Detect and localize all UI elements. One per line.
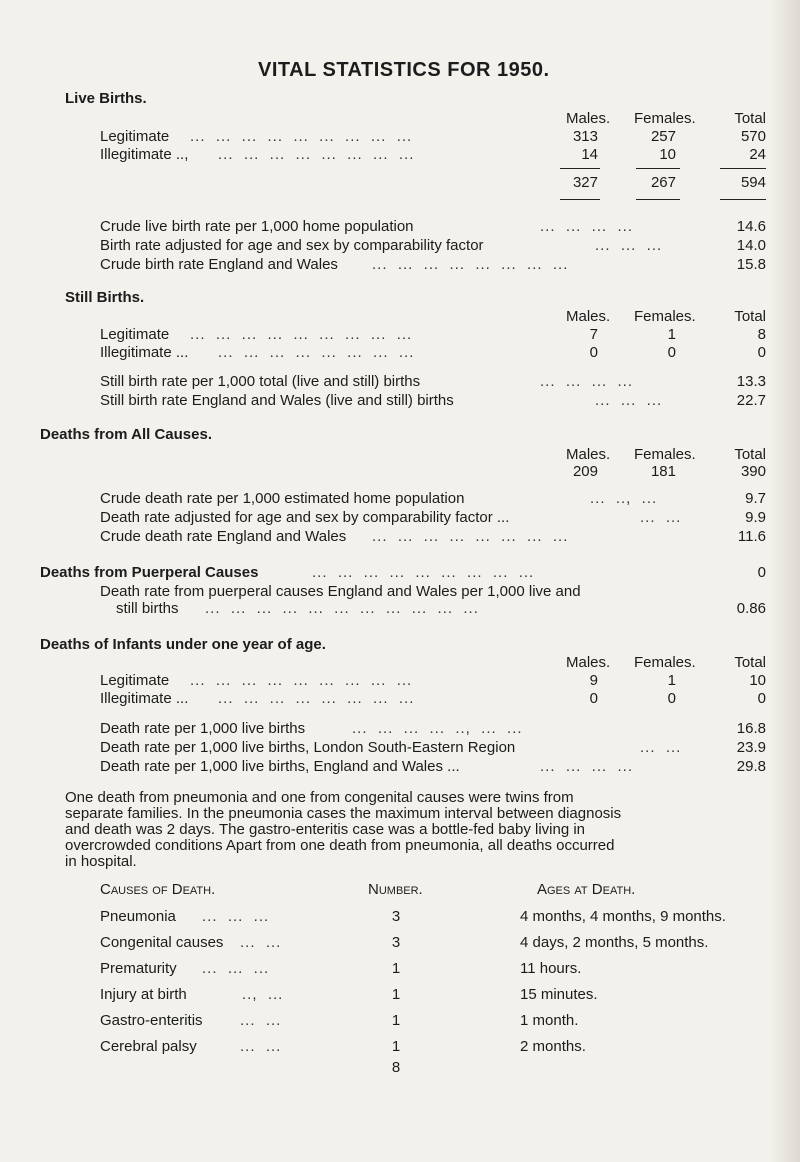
leader-dots: ... .., ... xyxy=(590,490,658,507)
rate-value: 0.86 xyxy=(736,600,766,617)
row-label: Legitimate xyxy=(100,326,170,343)
rate-label: Death rate per 1,000 live births, England and Wales ... xyxy=(100,758,460,775)
col-header-females: Females. xyxy=(634,308,696,325)
rate-value: 14.0 xyxy=(736,237,766,254)
rate-label: Still birth rate England and Wales (live and still) births xyxy=(100,392,454,409)
notes-paragraph-line: in hospital. xyxy=(65,853,137,870)
leader-dots: ... ... ... ... ... ... ... ... xyxy=(218,690,415,707)
col-header-females: Females. xyxy=(634,446,696,463)
cause-number: 3 xyxy=(391,934,401,951)
cell-value: 8 xyxy=(757,326,766,343)
leader-dots: ... ... ... xyxy=(202,960,270,977)
cause-ages: 4 months, 4 months, 9 months. xyxy=(520,908,726,925)
cause-number: 3 xyxy=(391,908,401,925)
leader-dots: ... ... ... ... xyxy=(540,758,634,775)
sum-rule xyxy=(720,199,766,200)
puerperal-value: 0 xyxy=(757,564,766,581)
rate-value: 29.8 xyxy=(736,758,766,775)
cell-value: 209 xyxy=(572,463,598,480)
sum-rule xyxy=(636,168,680,169)
leader-dots: ... ... ... ... ... ... ... ... xyxy=(218,344,415,361)
live-births-heading: Live Births. xyxy=(65,90,147,107)
rate-label: Death rate per 1,000 live births, London South-Eastern Region xyxy=(100,739,516,756)
leader-dots: ... ... ... ... ... ... ... ... xyxy=(218,146,415,163)
leader-dots: ... ... ... ... ... ... ... ... xyxy=(372,256,569,273)
notes-paragraph-line: overcrowded conditions Apart from one death from pneumonia, all deaths occurred xyxy=(65,837,615,854)
cell-value: 7 xyxy=(589,326,598,343)
cause-ages: 4 days, 2 months, 5 months. xyxy=(520,934,709,951)
cell-value: 0 xyxy=(667,690,676,707)
page-edge-shadow xyxy=(770,0,800,1162)
cell-value: 24 xyxy=(749,146,766,163)
row-label: Illegitimate ... xyxy=(100,690,189,707)
rate-label: Crude birth rate England and Wales xyxy=(100,256,338,273)
causes-total: 8 xyxy=(391,1059,401,1076)
cell-value: 14 xyxy=(581,146,598,163)
cell-value: 10 xyxy=(749,672,766,689)
causes-header-ages: Ages at Death. xyxy=(537,881,636,898)
sum-rule xyxy=(560,168,600,169)
leader-dots: ... ... ... ... .., ... ... xyxy=(352,720,523,737)
cause-ages: 15 minutes. xyxy=(520,986,598,1003)
leader-dots: ... ... ... ... ... ... ... ... xyxy=(372,528,569,545)
notes-paragraph-line: and death was 2 days. The gastro-enteritis case was a bottle-fed baby living in xyxy=(65,821,586,838)
col-header-males: Males. xyxy=(566,654,611,671)
leader-dots: ... ... xyxy=(240,934,282,951)
sum-rule xyxy=(636,199,680,200)
rate-value: 11.6 xyxy=(737,528,766,545)
leader-dots: ... ... ... xyxy=(595,392,663,409)
row-label: Legitimate xyxy=(100,128,170,145)
cell-value: 0 xyxy=(589,344,598,361)
cell-value: 0 xyxy=(589,690,598,707)
cause-name: Cerebral palsy xyxy=(100,1038,197,1055)
notes-paragraph-line: separate families. In the pneumonia cases the maximum interval between diagnosis xyxy=(65,805,622,822)
row-label: Illegitimate ... xyxy=(100,344,189,361)
leader-dots: ... ... xyxy=(640,739,682,756)
rate-value: 14.6 xyxy=(736,218,766,235)
col-header-total: Total xyxy=(734,654,766,671)
leader-dots: ... ... ... ... xyxy=(540,218,634,235)
notes-paragraph-line: One death from pneumonia and one from congenital causes were twins from xyxy=(65,789,574,806)
causes-header-cause: Causes of Death. xyxy=(100,881,216,898)
rate-label: Death rate per 1,000 live births xyxy=(100,720,306,737)
col-header-males: Males. xyxy=(566,110,611,127)
cause-name: Injury at birth xyxy=(100,986,187,1003)
col-header-females: Females. xyxy=(634,654,696,671)
rate-value: 15.8 xyxy=(736,256,766,273)
col-header-total: Total xyxy=(734,110,766,127)
cause-ages: 1 month. xyxy=(520,1012,579,1029)
page-title: VITAL STATISTICS FOR 1950. xyxy=(258,59,550,81)
rate-label: Crude death rate per 1,000 estimated home population xyxy=(100,490,465,507)
leader-dots: ... ... ... ... ... ... ... ... ... xyxy=(312,564,535,581)
rate-label: Still birth rate per 1,000 total (live and still) births xyxy=(100,373,421,390)
rate-value: 22.7 xyxy=(736,392,766,409)
row-label: Illegitimate .., xyxy=(100,146,189,163)
total-value: 594 xyxy=(740,174,766,191)
cause-ages: 2 months. xyxy=(520,1038,586,1055)
rate-value: 9.7 xyxy=(745,490,766,507)
total-value: 327 xyxy=(572,174,598,191)
cause-ages: 11 hours. xyxy=(520,960,582,977)
cell-value: 0 xyxy=(757,690,766,707)
cell-value: 0 xyxy=(667,344,676,361)
rate-value: 9.9 xyxy=(745,509,766,526)
cell-value: 0 xyxy=(757,344,766,361)
deaths-all-heading: Deaths from All Causes. xyxy=(40,426,212,443)
cause-name: Pneumonia xyxy=(100,908,176,925)
cause-name: Prematurity xyxy=(100,960,177,977)
rate-label: Death rate adjusted for age and sex by comparability factor ... xyxy=(100,509,510,526)
rate-label: Death rate from puerperal causes England and Wales per 1,000 live and xyxy=(100,583,581,600)
col-header-males: Males. xyxy=(566,446,611,463)
cell-value: 9 xyxy=(589,672,598,689)
cell-value: 257 xyxy=(650,128,676,145)
cause-number: 1 xyxy=(391,1012,401,1029)
cause-name: Gastro-enteritis xyxy=(100,1012,203,1029)
leader-dots: ... ... ... xyxy=(595,237,663,254)
leader-dots: ... ... ... ... ... ... ... ... ... ... ... xyxy=(205,600,479,617)
cause-name: Congenital causes xyxy=(100,934,224,951)
cause-number: 1 xyxy=(391,1038,401,1055)
rate-label: Crude live birth rate per 1,000 home population xyxy=(100,218,414,235)
leader-dots: ... ... ... ... xyxy=(540,373,634,390)
total-value: 267 xyxy=(650,174,676,191)
leader-dots: ... ... xyxy=(240,1038,282,1055)
rate-label: still births xyxy=(116,600,179,617)
cell-value: 1 xyxy=(667,672,676,689)
puerperal-heading: Deaths from Puerperal Causes xyxy=(40,564,259,581)
col-header-males: Males. xyxy=(566,308,611,325)
cell-value: 570 xyxy=(740,128,766,145)
infant-deaths-heading: Deaths of Infants under one year of age. xyxy=(40,636,326,653)
still-births-heading: Still Births. xyxy=(65,289,145,306)
leader-dots: ... ... xyxy=(640,509,682,526)
leader-dots: ... ... xyxy=(240,1012,282,1029)
col-header-total: Total xyxy=(734,446,766,463)
cell-value: 390 xyxy=(740,463,766,480)
causes-header-number: Number. xyxy=(368,881,423,898)
col-header-females: Females. xyxy=(634,110,696,127)
cell-value: 10 xyxy=(659,146,676,163)
leader-dots: ... ... ... ... ... ... ... ... ... xyxy=(190,128,413,145)
sum-rule xyxy=(560,199,600,200)
rate-label: Birth rate adjusted for age and sex by comparability factor xyxy=(100,237,484,254)
leader-dots: ... ... ... ... ... ... ... ... ... xyxy=(190,326,413,343)
cell-value: 1 xyxy=(667,326,676,343)
cause-number: 1 xyxy=(391,986,401,1003)
leader-dots: .., ... xyxy=(242,986,284,1003)
rate-value: 16.8 xyxy=(736,720,766,737)
leader-dots: ... ... ... xyxy=(202,908,270,925)
rate-value: 23.9 xyxy=(736,739,766,756)
cell-value: 313 xyxy=(572,128,598,145)
sum-rule xyxy=(720,168,766,169)
cell-value: 181 xyxy=(650,463,676,480)
rate-value: 13.3 xyxy=(736,373,766,390)
row-label: Legitimate xyxy=(100,672,170,689)
col-header-total: Total xyxy=(734,308,766,325)
cause-number: 1 xyxy=(391,960,401,977)
rate-label: Crude death rate England and Wales xyxy=(100,528,347,545)
leader-dots: ... ... ... ... ... ... ... ... ... xyxy=(190,672,413,689)
